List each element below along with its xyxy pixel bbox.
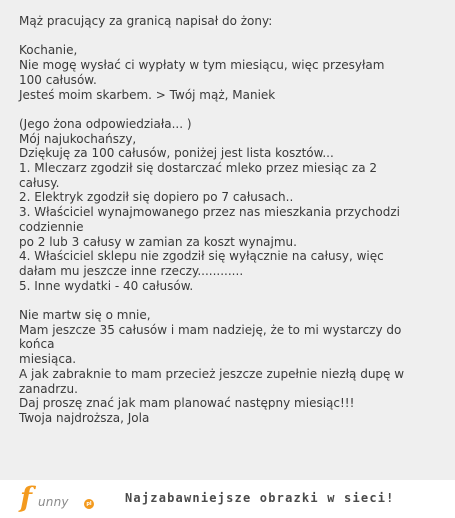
letter-line: A jak zabraknie to mam przecież jeszcze zupełnie niezłą dupę w [19,366,405,381]
letter-line: 2. Elektryk zgodził się dopiero po 7 całusach.. [19,190,294,205]
site-footer [0,480,455,518]
letter-line: Jesteś moim skarbem. > Twój mąż, Maniek [19,87,276,102]
letter-line: dałam mu jeszcze inne rzeczy............ [19,263,244,278]
letter-line: Nie martw się o mnie, [19,308,151,323]
blank-line [19,293,439,308]
letter-line: Twoja najdroższa, Jola [19,410,150,425]
letter-line: 5. Inne wydatki - 40 całusów. [19,278,194,293]
letter-line: codziennie [19,219,84,234]
letter-line: Mam jeszcze 35 całusów i mam nadzieję, że to mi wystarczy do [19,322,402,337]
letter-line: 3. Właściciel wynajmowanego przez nas mieszkania przychodzi [19,205,400,220]
letter-line: Mój najukochańszy, [19,131,137,146]
letter-line: po 2 lub 3 całusy w zamian za koszt wynajmu. [19,234,297,249]
letter-line: Daj proszę znać jak mam planować następny miesiąc!!! [19,396,355,411]
letter-line: 4. Właściciel sklepu nie zgodził się wyłącznie na całusy, więc [19,249,384,264]
letter-line: miesiąca. [19,352,77,367]
funny-logo[interactable] [20,481,110,514]
letter-text [19,14,439,426]
letter-line: 1. Mleczarz zgodził się dostarczać mleko przez miesiąc za 2 [19,161,378,175]
letter-line: zanadrzu. [19,381,78,396]
letter-line: Dziękuję za 100 całusów, poniżej jest lista kosztów... [19,146,334,161]
logo-badge: pl [84,499,94,509]
blank-line [19,102,439,117]
letter-line: końca [19,337,55,352]
site-tagline: Najzabawniejsze obrazki w sieci! [125,491,395,505]
letter-line: Nie mogę wysłać ci wypłaty w tym miesiącu, więc przesyłam [19,58,385,73]
letter-line: 100 całusów. [19,72,97,87]
blank-line [19,29,439,44]
letter-line: Kochanie, [19,43,78,58]
letter-line: (Jego żona odpowiedziała... ) [19,116,192,131]
logo-initial: f [20,481,33,514]
logo-wordmark: unny [38,495,69,509]
letter-line: całusy. [19,175,60,190]
letter-line: Mąż pracujący za granicą napisał do żony: [19,14,273,28]
